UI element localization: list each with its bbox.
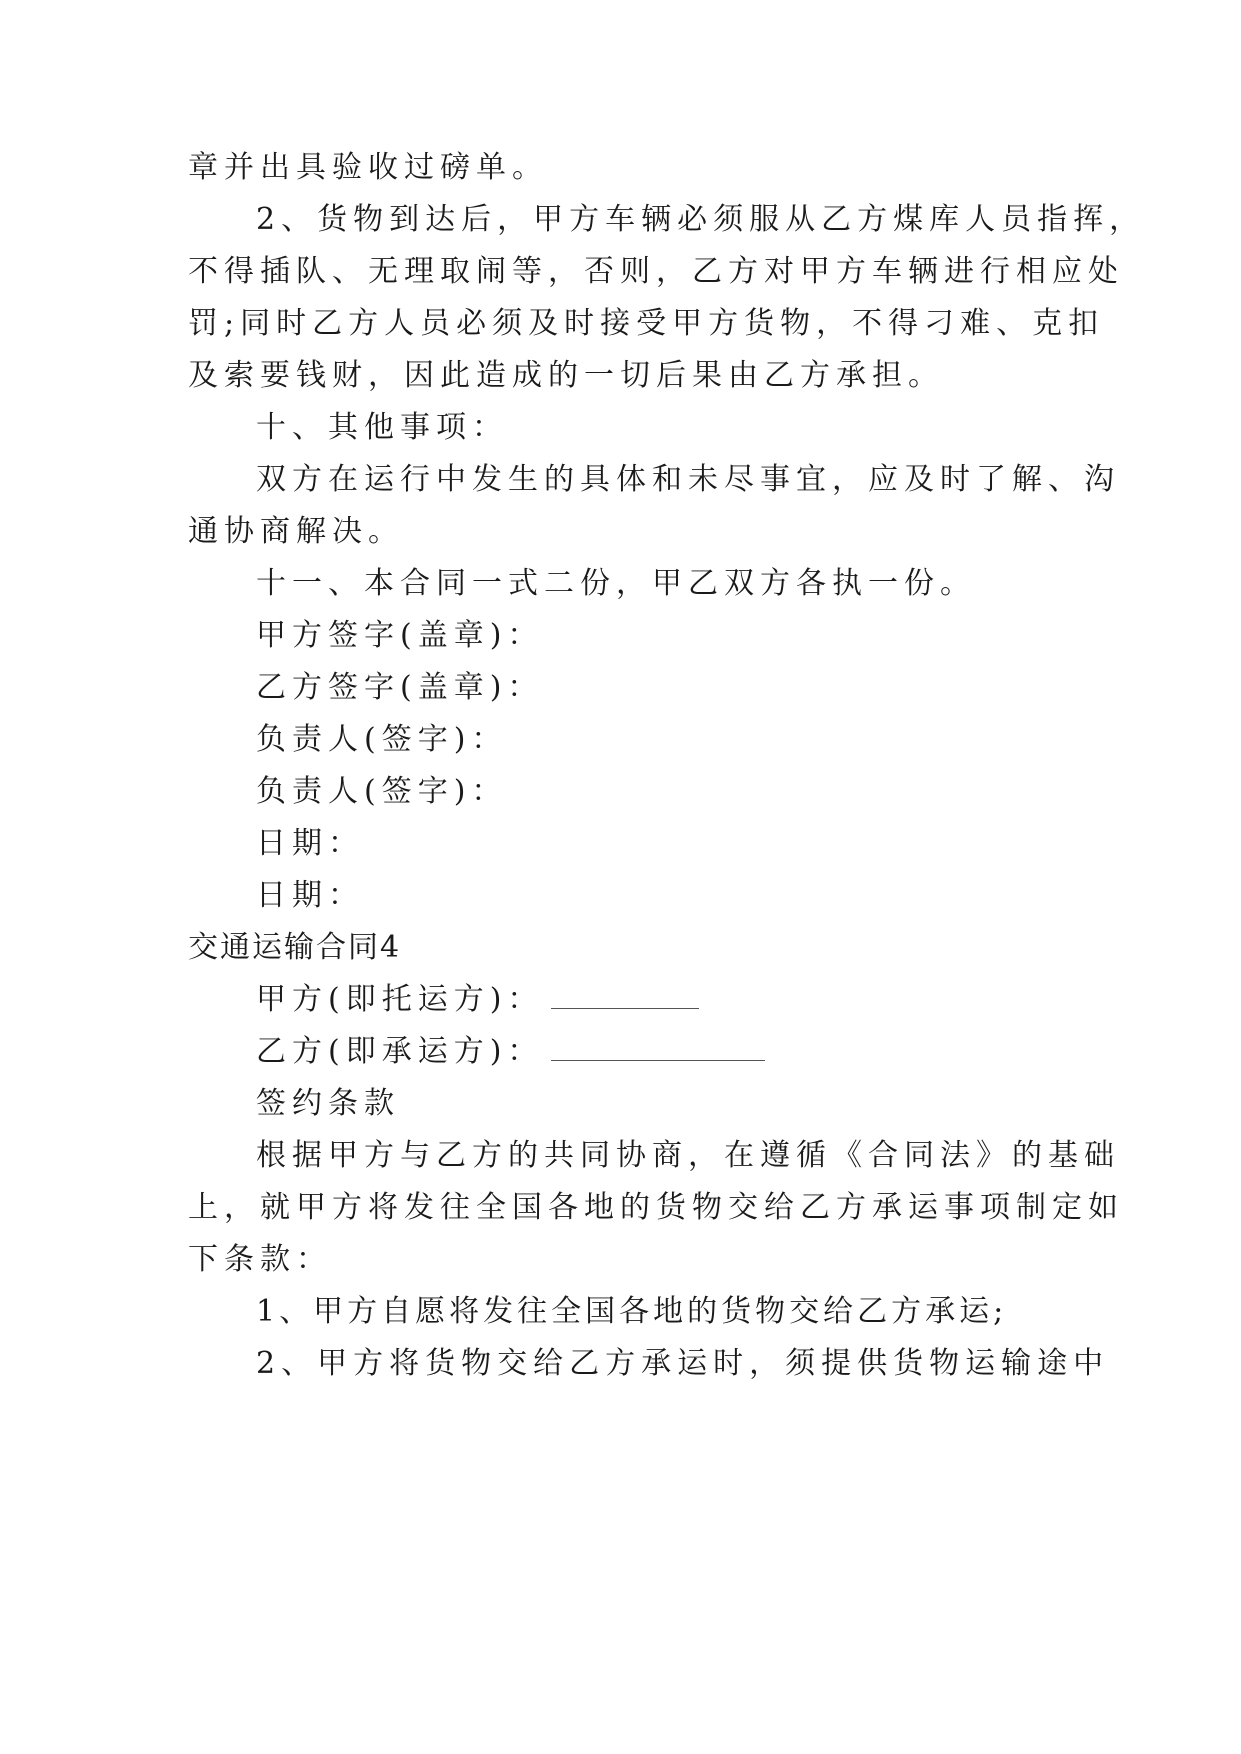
date-label: 日期： [256,878,364,913]
section-heading: 十一、本合同一式二份，甲乙双方各执一份。 [256,566,976,601]
party-a-label: 甲方(即托运方)： [256,982,544,1017]
text-line: 章并出具验收过磅单。 [188,150,548,185]
contract-title: 交通运输合同4 [188,930,402,965]
party-b-blank [551,1034,765,1061]
text-line: 双方在运行中发生的具体和未尽事宜，应及时了解、沟 [256,462,1120,497]
section-heading: 十、其他事项： [256,410,508,445]
party-b-line [256,1030,1136,1074]
signature-label: 负责人(签字)： [256,722,508,757]
text-line: 2、货物到达后，甲方车辆必须服从乙方煤库人员指挥， [256,202,1146,237]
text-line: 根据甲方与乙方的共同协商，在遵循《合同法》的基础 [256,1138,1120,1173]
text-line: 上，就甲方将发往全国各地的货物交给乙方承运事项制定如 [188,1190,1124,1225]
date-label: 日期： [256,826,364,861]
text-line: 下条款： [188,1242,332,1277]
party-a-blank [551,982,699,1009]
text-line: 罚;同时乙方人员必须及时接受甲方货物，不得刁难、克扣 [188,306,1105,341]
party-b-label: 乙方(即承运方)： [256,1034,544,1069]
signature-label: 乙方签字(盖章)： [256,670,544,705]
text-line: 通协商解决。 [188,514,404,549]
text-line: 及索要钱财，因此造成的一切后果由乙方承担。 [188,358,944,393]
text-line: 1、甲方自愿将发往全国各地的货物交给乙方承运; [256,1294,1008,1329]
section-heading: 签约条款 [256,1086,400,1121]
text-line: 2、甲方将货物交给乙方承运时，须提供货物运输途中 [256,1346,1110,1381]
text-line: 不得插队、无理取闹等，否则，乙方对甲方车辆进行相应处 [188,254,1124,289]
signature-label: 甲方签字(盖章)： [256,618,544,653]
party-a-line [256,978,1136,1022]
signature-label: 负责人(签字)： [256,774,508,809]
